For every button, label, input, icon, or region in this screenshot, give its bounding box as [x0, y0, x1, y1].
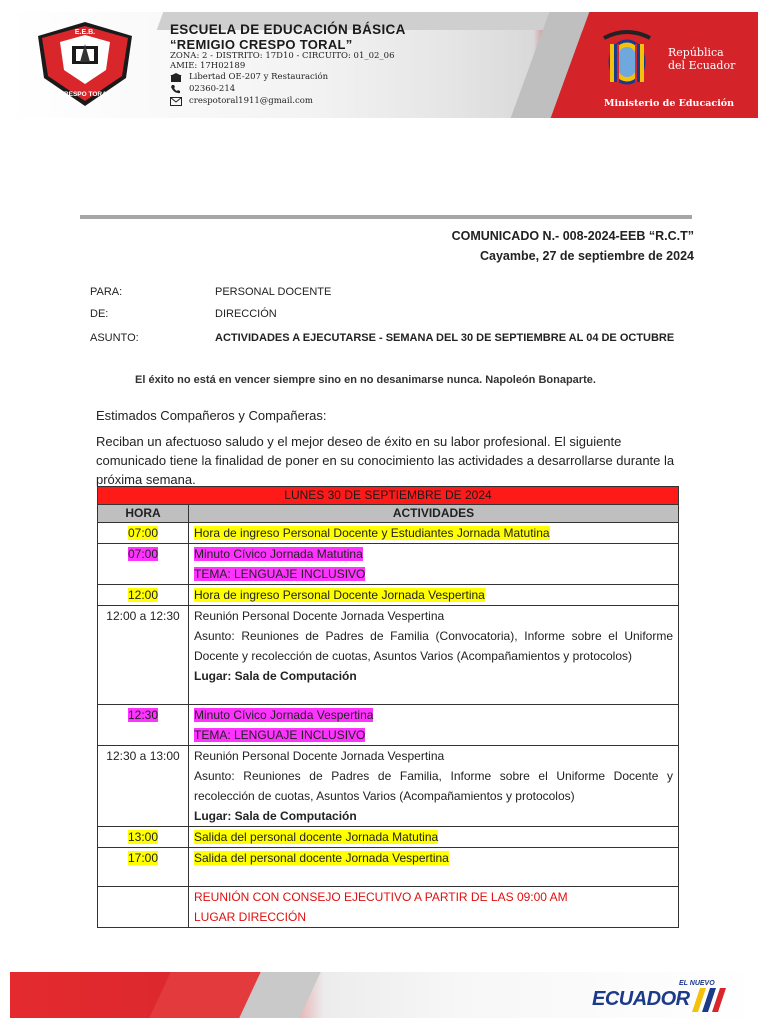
day-header-row	[98, 487, 679, 505]
meta-value-de: DIRECCIÓN	[215, 308, 277, 320]
address-text: Libertad OE-207 y Restauración	[189, 72, 329, 82]
divider	[80, 215, 692, 219]
hour-cell	[98, 606, 189, 705]
meeting-place: LUGAR DIRECCIÓN	[194, 910, 307, 924]
school-subname: “REMIGIO CRESPO TORAL”	[170, 37, 353, 52]
table-row	[98, 606, 679, 705]
activity-text: Minuto Cívico Jornada Vespertina	[194, 708, 374, 722]
communique-date: Cayambe, 27 de septiembre de 2024	[479, 249, 694, 263]
letterhead-banner	[10, 12, 758, 118]
meta-label-asunto: ASUNTO:	[90, 332, 139, 344]
hour-start: 12:30	[106, 749, 137, 763]
email-text: crespotoral1911@gmail.com	[189, 96, 313, 106]
brand-small-text: EL NUEVO	[679, 980, 715, 987]
brand-big-text: ECUADOR	[592, 988, 690, 1010]
address-line	[170, 72, 328, 82]
meta-label-de: DE:	[90, 308, 109, 320]
activity-cell	[189, 746, 679, 827]
activity-text: Hora de ingreso Personal Docente y Estudiantes Jornada Matutina	[194, 526, 550, 540]
activity-text: Salida del personal docente Jornada Vespertina	[194, 851, 449, 865]
meeting-notice: REUNIÓN CON CONSEJO EJECUTIVO A PARTIR DE LAS 09:00 AM	[194, 890, 568, 904]
hour-cell	[98, 827, 189, 848]
hour-end: 12:30	[149, 609, 180, 623]
hour-cell	[98, 523, 189, 544]
intro-paragraph: Reciban un afectuoso saludo y el mejor deseo de éxito en su labor profesional. El siguiente comunicado tiene la finalidad de poner en su conocimiento las actividades a desarrollarse durante la próxima semana.	[96, 434, 675, 487]
coat-of-arms-icon	[600, 28, 654, 90]
brand-stripes-icon	[692, 988, 732, 1012]
school-logo	[30, 18, 140, 110]
phone-line	[170, 84, 235, 94]
table-row	[98, 544, 679, 585]
hour-cell	[98, 585, 189, 606]
activity-detail: Asunto: Reuniones de Padres de Familia (Convocatoria), Informe sobre el Uniforme Docente y recolección de cuotas, Asuntos Varios (Acompañamientos y protocolos)	[194, 629, 673, 663]
hour-sep: a	[139, 609, 147, 623]
table-row	[98, 705, 679, 746]
table-row	[98, 887, 679, 928]
activity-text: Hora de ingreso Personal Docente Jornada Vespertina	[194, 588, 485, 602]
gov-name-line2: del Ecuador	[668, 59, 736, 72]
meta-value-asunto: ACTIVIDADES A EJECUTARSE - SEMANA DEL 30 DE SEPTIEMBRE AL 04 DE OCTUBRE	[215, 332, 675, 344]
table-row	[98, 848, 679, 887]
hour-text: 07:00	[127, 526, 159, 540]
activity-place: Lugar: Sala de Computación	[194, 669, 357, 683]
table-row	[98, 523, 679, 544]
hour-text: 12:30	[127, 708, 159, 722]
hour-text: 07:00	[127, 547, 159, 561]
hour-text: 13:00	[127, 830, 159, 844]
ecuador-brand-logo	[592, 980, 742, 1016]
school-name: ESCUELA DE EDUCACIÓN BÁSICA	[170, 22, 406, 37]
hour-sep: a	[139, 749, 147, 763]
ministry-name: Ministerio de Educación	[604, 98, 735, 109]
logo-bottom-text: CRESPO TORAL	[59, 91, 111, 98]
school-zona: ZONA: 2 - DISTRITO: 17D10 - CIRCUITO: 01_02_06	[170, 51, 395, 61]
logo-top-text: E.E.B.	[74, 29, 96, 36]
meta-label-para: PARA:	[90, 286, 123, 298]
col-hour-header: HORA	[98, 505, 189, 523]
activity-text: Salida del personal docente Jornada Matutina	[194, 830, 439, 844]
hour-cell	[98, 887, 189, 928]
building-icon	[170, 73, 182, 82]
hour-cell	[98, 848, 189, 887]
activity-place: Lugar: Sala de Computación	[194, 809, 357, 823]
table-row	[98, 746, 679, 827]
activity-cell	[189, 606, 679, 705]
hour-cell	[98, 746, 189, 827]
column-header-row	[98, 505, 679, 523]
government-logo	[600, 26, 750, 114]
day-title: LUNES 30 DE SEPTIEMBRE DE 2024	[98, 487, 679, 505]
activity-cell	[189, 523, 679, 544]
phone-text: 02360-214	[189, 84, 236, 94]
hour-cell	[98, 544, 189, 585]
activity-text: Minuto Cívico Jornada Matutina	[194, 547, 363, 561]
activity-detail: Asunto: Reuniones de Padres de Familia, Informe sobre el Uniforme Docente y recolección de cuotas, Asuntos Varios (Acompañamientos y protocolos)	[194, 769, 673, 803]
hour-end: 13:00	[149, 749, 180, 763]
activity-cell	[189, 705, 679, 746]
school-amie: AMIE: 17H02189	[170, 61, 246, 71]
table-row	[98, 585, 679, 606]
activity-cell	[189, 887, 679, 928]
gov-name-line1: República	[668, 46, 724, 59]
quote: El éxito no está en vencer siempre sino en no desanimarse nunca. Napoleón Bonaparte.	[135, 374, 596, 386]
email-line	[170, 96, 313, 106]
phone-icon	[170, 85, 182, 94]
schedule-table	[97, 486, 679, 928]
hour-cell	[98, 705, 189, 746]
activity-topic: TEMA: LENGUAJE INCLUSIVO	[194, 728, 366, 742]
communique-number: COMUNICADO N.- 008-2024-EEB “R.C.T”	[451, 229, 694, 243]
hour-text: 17:00	[127, 851, 159, 865]
activity-cell	[189, 827, 679, 848]
hour-text: 12:00	[127, 588, 159, 602]
envelope-icon	[170, 97, 182, 106]
activity-cell	[189, 585, 679, 606]
activity-text: Reunión Personal Docente Jornada Vespertina	[194, 609, 445, 623]
activity-cell	[189, 848, 679, 887]
col-activities-header: ACTIVIDADES	[189, 505, 679, 523]
hour-start: 12:00	[106, 609, 137, 623]
activity-topic: TEMA: LENGUAJE INCLUSIVO	[194, 567, 366, 581]
meta-value-para: PERSONAL DOCENTE	[215, 286, 332, 298]
table-row	[98, 827, 679, 848]
activity-text: Reunión Personal Docente Jornada Vespertina	[194, 749, 445, 763]
activity-cell	[189, 544, 679, 585]
greeting: Estimados Compañeros y Compañeras:	[96, 408, 327, 423]
